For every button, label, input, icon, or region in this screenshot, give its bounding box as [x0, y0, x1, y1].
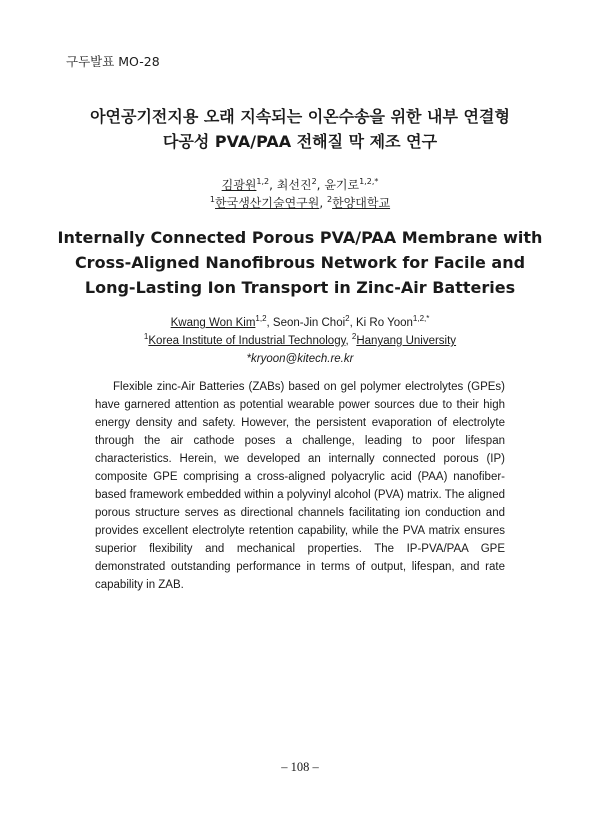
- author-superscript: 2: [345, 314, 350, 324]
- english-title-line-3: Long-Lasting Ion Transport in Zinc-Air Batteries: [84, 278, 516, 297]
- korean-title-line-2: 다공성 PVA/PAA 전해질 막 제조 연구: [162, 132, 438, 151]
- author-superscript: 1,2,*: [359, 177, 379, 186]
- author-name: 김광원: [221, 178, 257, 192]
- author-name: 윤기로: [324, 178, 360, 192]
- affiliation-separator: ,: [319, 196, 327, 210]
- affiliation-superscript: 1: [209, 195, 216, 204]
- author-separator: ,: [266, 317, 273, 329]
- corresponding-email: *kryoon@kitech.re.kr: [246, 353, 354, 365]
- english-author-block: [0, 314, 600, 368]
- author-separator: ,: [349, 317, 356, 329]
- abstract-paragraph: Flexible zinc-Air Batteries (ZABs) based on gel polymer electrolytes (GPEs) have garnered attention as potential wearable power sources due to their high energy density and safety. However, the persistent evaporation of electrolyte through the air cathode poses a challenge, leading to poor lifespan characteristics. Herein, we developed an internally connected porous (IP) composite GPE comprising a cross-aligned polyacrylic acid (PAA) nanofiber-based framework embedded within a polyvinyl alcohol (PVA) matrix. The aligned porous structure serves as directional channels facilitating ion conduction and provides excellent electrolyte retention capability, while the PVA matrix ensures superior flexibility and mechanical properties. The IP-PVA/PAA GPE demonstrated outstanding performance in terms of output, lifespan, and rate capability in ZAB.: [95, 381, 505, 591]
- korean-affiliation-list: [0, 194, 600, 212]
- author-separator: ,: [316, 178, 325, 192]
- author-superscript: 1,2: [255, 314, 267, 324]
- author-name: Seon-Jin Choi: [272, 317, 346, 329]
- author-name: Kwang Won Kim: [170, 317, 256, 329]
- affiliation-name: Hanyang University: [356, 335, 457, 347]
- author-superscript: 1,2,*: [412, 314, 430, 324]
- author-separator: ,: [269, 178, 277, 192]
- english-title-line-1: Internally Connected Porous PVA/PAA Membrane with: [57, 228, 543, 247]
- session-code: 구두발표 MO-28: [66, 54, 160, 69]
- affiliation-superscript: 1: [143, 332, 149, 342]
- korean-title-line-1: 아연공기전지용 오래 지속되는 이온수송을 위한 내부 연결형: [90, 107, 510, 126]
- page-number: – 108 –: [281, 760, 319, 774]
- affiliation-name: 한양대학교: [332, 196, 391, 210]
- affiliation-superscript: 2: [327, 195, 333, 204]
- english-title-line-2: Cross-Aligned Nanofibrous Network for Facile and: [74, 253, 526, 272]
- affiliation-name: Korea Institute of Industrial Technology: [148, 335, 346, 347]
- korean-title: [40, 104, 560, 154]
- affiliation-separator: ,: [345, 335, 352, 347]
- author-superscript: 1,2: [256, 177, 270, 186]
- korean-author-block: [0, 176, 600, 212]
- author-superscript: 2: [311, 177, 317, 186]
- korean-author-list: [0, 176, 600, 194]
- affiliation-name: 한국생산기술연구원: [215, 196, 320, 210]
- affiliation-superscript: 2: [351, 332, 357, 342]
- english-title: [30, 225, 570, 300]
- author-name: 최선진: [276, 178, 312, 192]
- english-affiliation-list: [0, 332, 600, 350]
- author-name: Ki Ro Yoon: [356, 317, 413, 329]
- english-author-list: [0, 314, 600, 332]
